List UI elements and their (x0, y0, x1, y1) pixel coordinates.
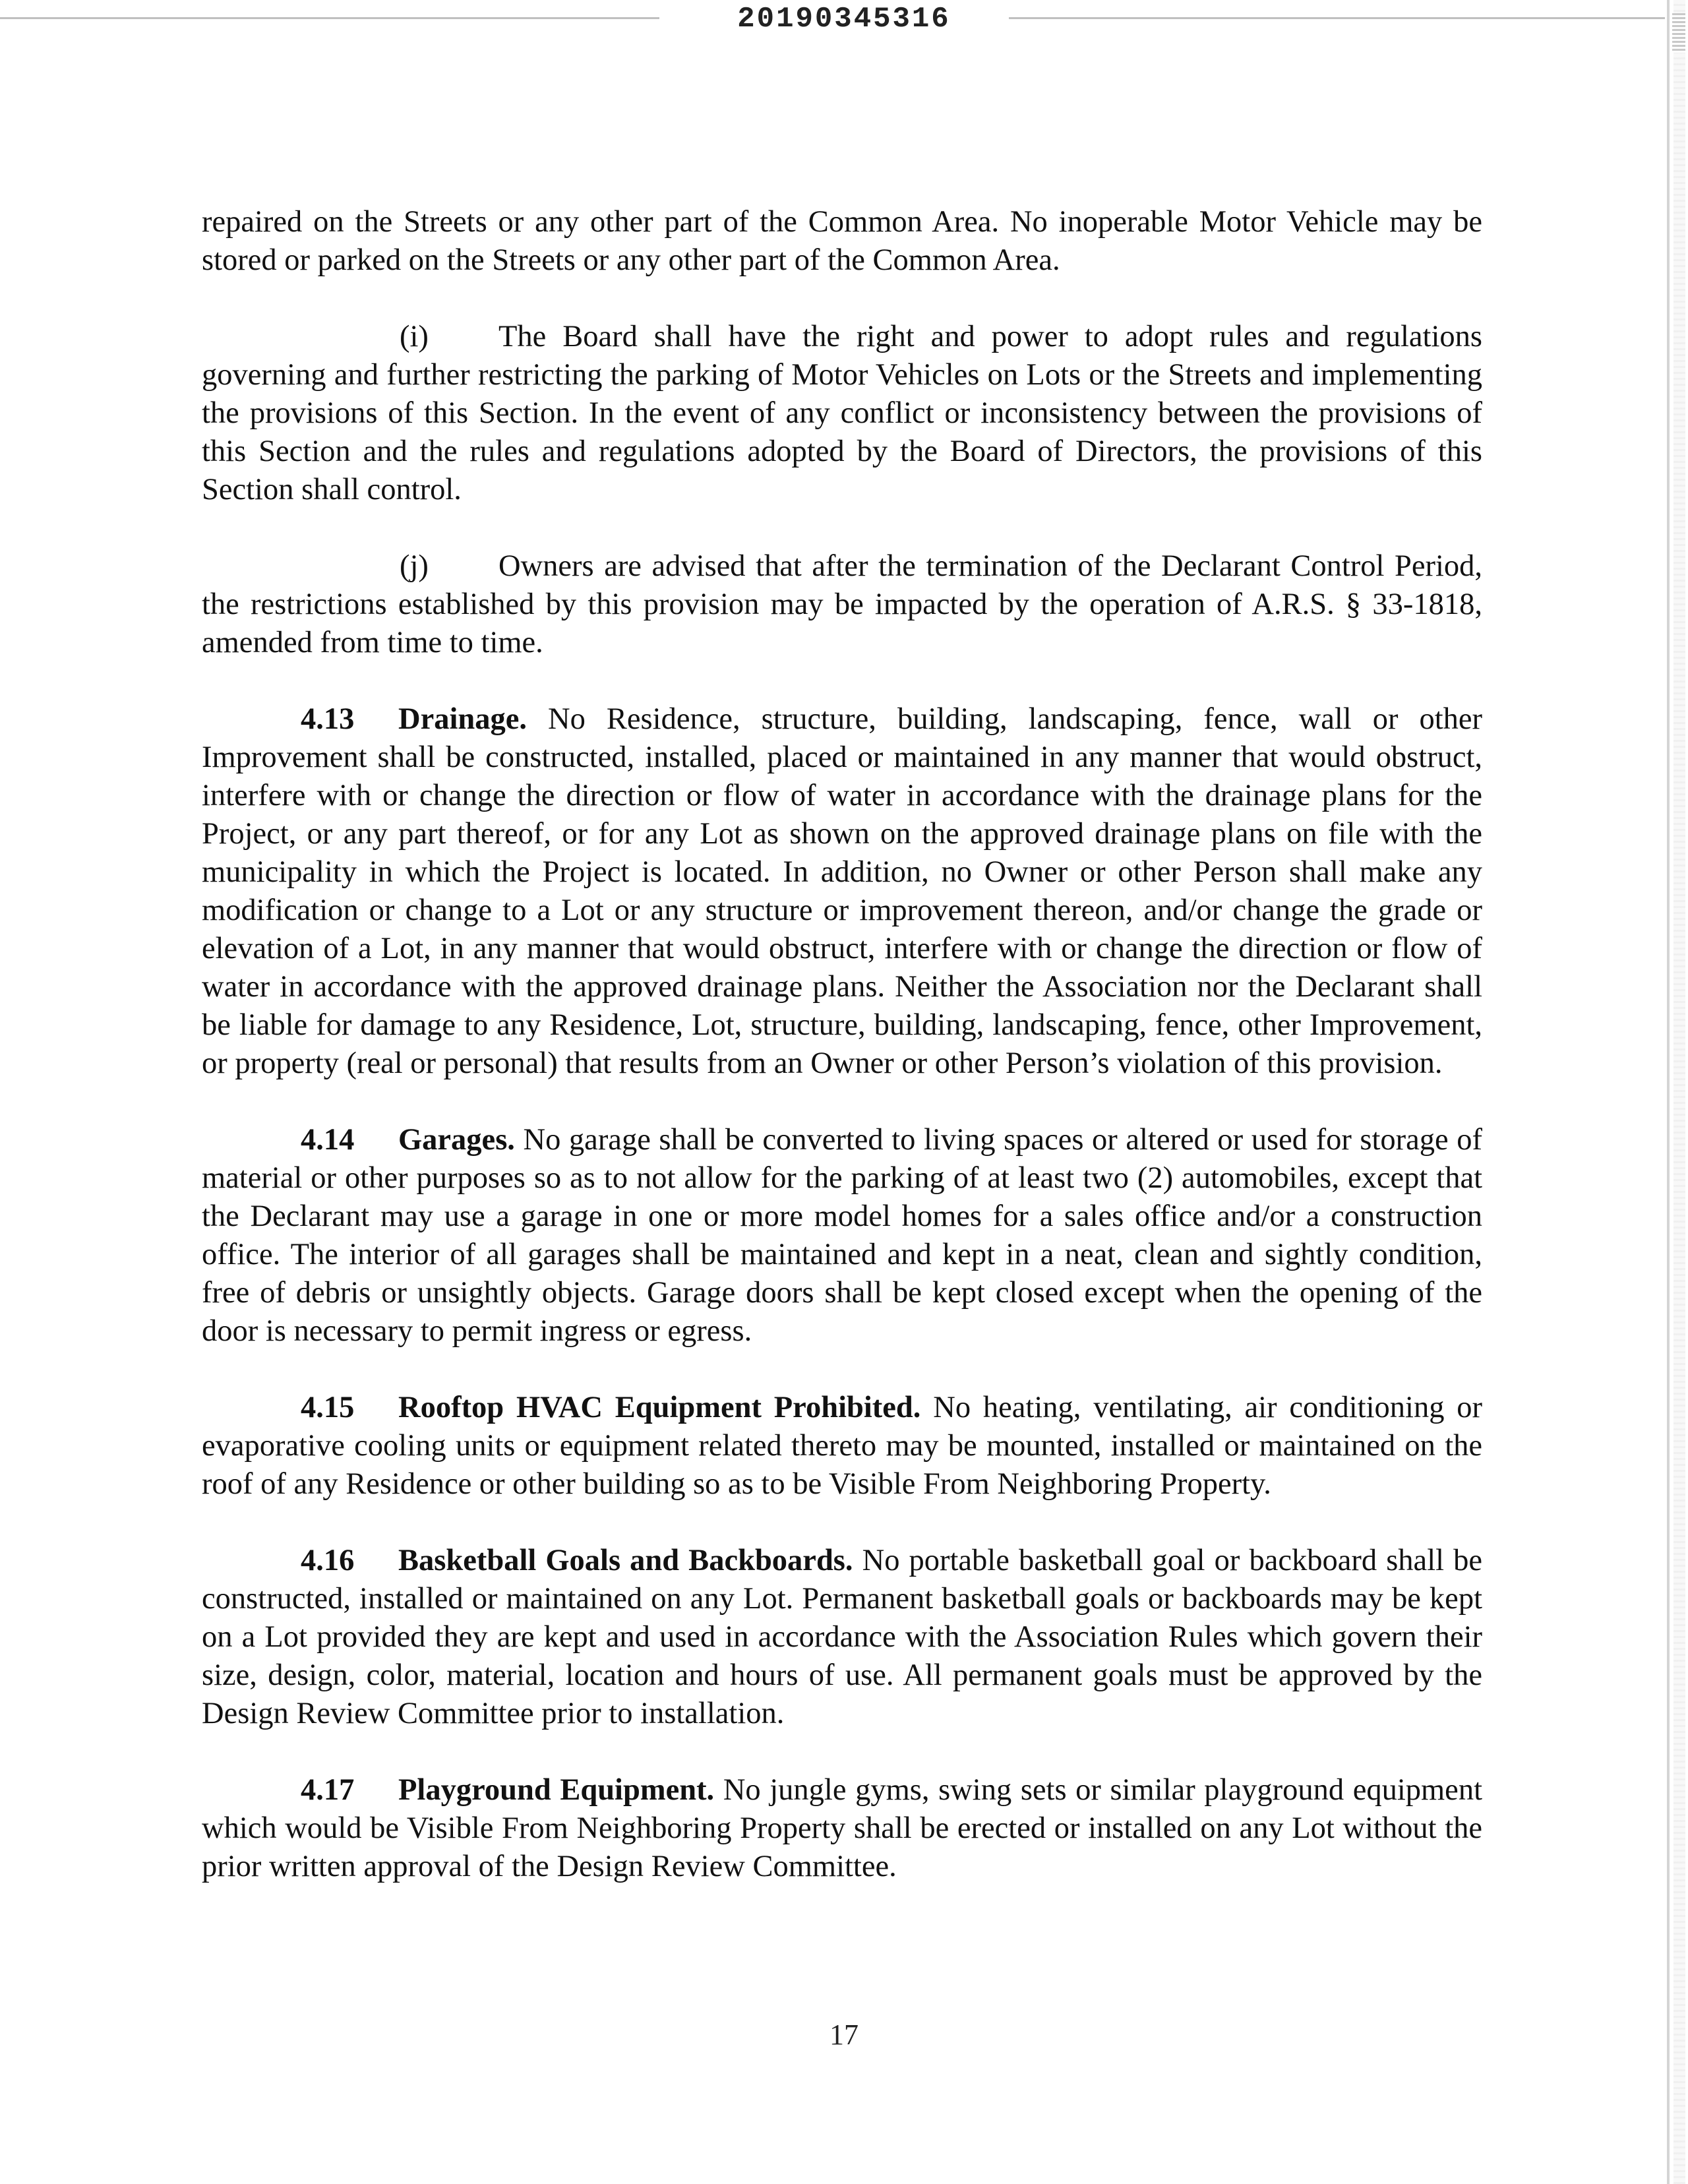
item-j-text: Owners are advised that after the termination of the Declarant Control Period, the restrictions established by this provision may be impacted by the operation of A.R.S. § 33-1818, amended from time to time. (202, 549, 1482, 659)
section-4-13-number: 4.13 (301, 702, 355, 736)
section-4-15-title: Rooftop HVAC Equipment Prohibited. (398, 1391, 921, 1424)
section-4-16 (202, 1542, 1482, 1733)
paragraph-intro: repaired on the Streets or any other part of the Common Area. No inoperable Motor Vehicle may be stored or parked on the Streets or any other part of the Common Area. (202, 205, 1482, 277)
section-4-14-text: No garage shall be converted to living spaces or altered or used for storage of material or other purposes so as to not allow for the parking of at least two (2) automobiles, except that the Declarant may use a garage in one or more model homes for a sales office and/or a construction office. The interior of all garages shall be maintained and kept in a neat, clean and sightly condition, free of debris or unsightly objects. Garage doors shall be kept closed except when the opening of the door is necessary to permit ingress or egress. (202, 1123, 1482, 1348)
scan-mark (1672, 13, 1685, 53)
page-number: 17 (829, 2018, 859, 2051)
section-4-15 (202, 1389, 1482, 1503)
section-4-14-number: 4.14 (301, 1123, 355, 1157)
item-j-label: (j) (400, 549, 429, 583)
item-i-text: The Board shall have the right and power to adopt rules and regulations governing and further restricting the parking of Motor Vehicles on Lots or the Streets and implementing the provisions of this Section. In the event of any conflict or inconsistency between the provisions of this Section and the rules and regulations adopted by the Board of Directors, the provisions of this Section shall control. (202, 320, 1482, 506)
section-4-16-title: Basketball Goals and Backboards. (398, 1544, 853, 1577)
scan-edge-texture (1673, 0, 1685, 2184)
section-4-15-number: 4.15 (301, 1391, 355, 1424)
section-4-17-number: 4.17 (301, 1773, 355, 1807)
section-4-17-text: No jungle gyms, swing sets or similar playground equipment which would be Visible From Neighboring Property shall be erected or installed on any Lot without the prior written approval of the Design Review Committee. (202, 1773, 1482, 1883)
section-4-13-title: Drainage. (398, 702, 528, 736)
paragraph-item-j (202, 547, 1482, 662)
paragraph-item-i (202, 318, 1482, 509)
section-4-17-title: Playground Equipment. (398, 1773, 715, 1807)
section-4-13-text: No Residence, structure, building, landscaping, fence, wall or other Improvement shall be constructed, installed, placed or maintained in any manner that would obstruct, interfere with or change the direction or flow of water in accordance with the drainage plans for the Project, or any part thereof, or for any Lot as shown on the approved drainage plans on file with the municipality in which the Project is located. In addition, no Owner or other Person shall make any modification or change to a Lot or any structure or improvement thereon, and/or change the grade or elevation of a Lot, in any manner that would obstruct, interfere with or change the direction or flow of water in accordance with the approved drainage plans. Neither the Association nor the Declarant shall be liable for damage to any Residence, Lot, structure, building, landscaping, fence, other Improvement, or property (real or personal) that results from an Owner or other Person’s violation of this provision. (202, 702, 1483, 1080)
section-4-15-text: No heating, ventilating, air conditioning or evaporative cooling units or equipment related thereto may be mounted, installed or maintained on the roof of any Residence or other building so as to be Visible From Neighboring Property. (202, 1391, 1482, 1501)
section-4-17 (202, 1771, 1482, 1886)
section-4-16-text: No portable basketball goal or backboard shall be constructed, installed or maintained on any Lot. Permanent basketball goals or backboards may be kept on a Lot provided they are kept and used in accordance with the Association Rules which govern their size, design, color, material, location and hours of use. All permanent goals must be approved by the Design Review Committee prior to installation. (202, 1544, 1482, 1730)
section-4-13 (202, 700, 1482, 1083)
item-i-label: (i) (400, 320, 429, 353)
section-4-14-title: Garages. (398, 1123, 515, 1157)
section-4-16-number: 4.16 (301, 1544, 355, 1577)
recording-number: 20190345316 (737, 3, 951, 36)
scan-edge-line (1667, 0, 1670, 2184)
section-4-14 (202, 1121, 1482, 1350)
document-body (202, 203, 1482, 1886)
